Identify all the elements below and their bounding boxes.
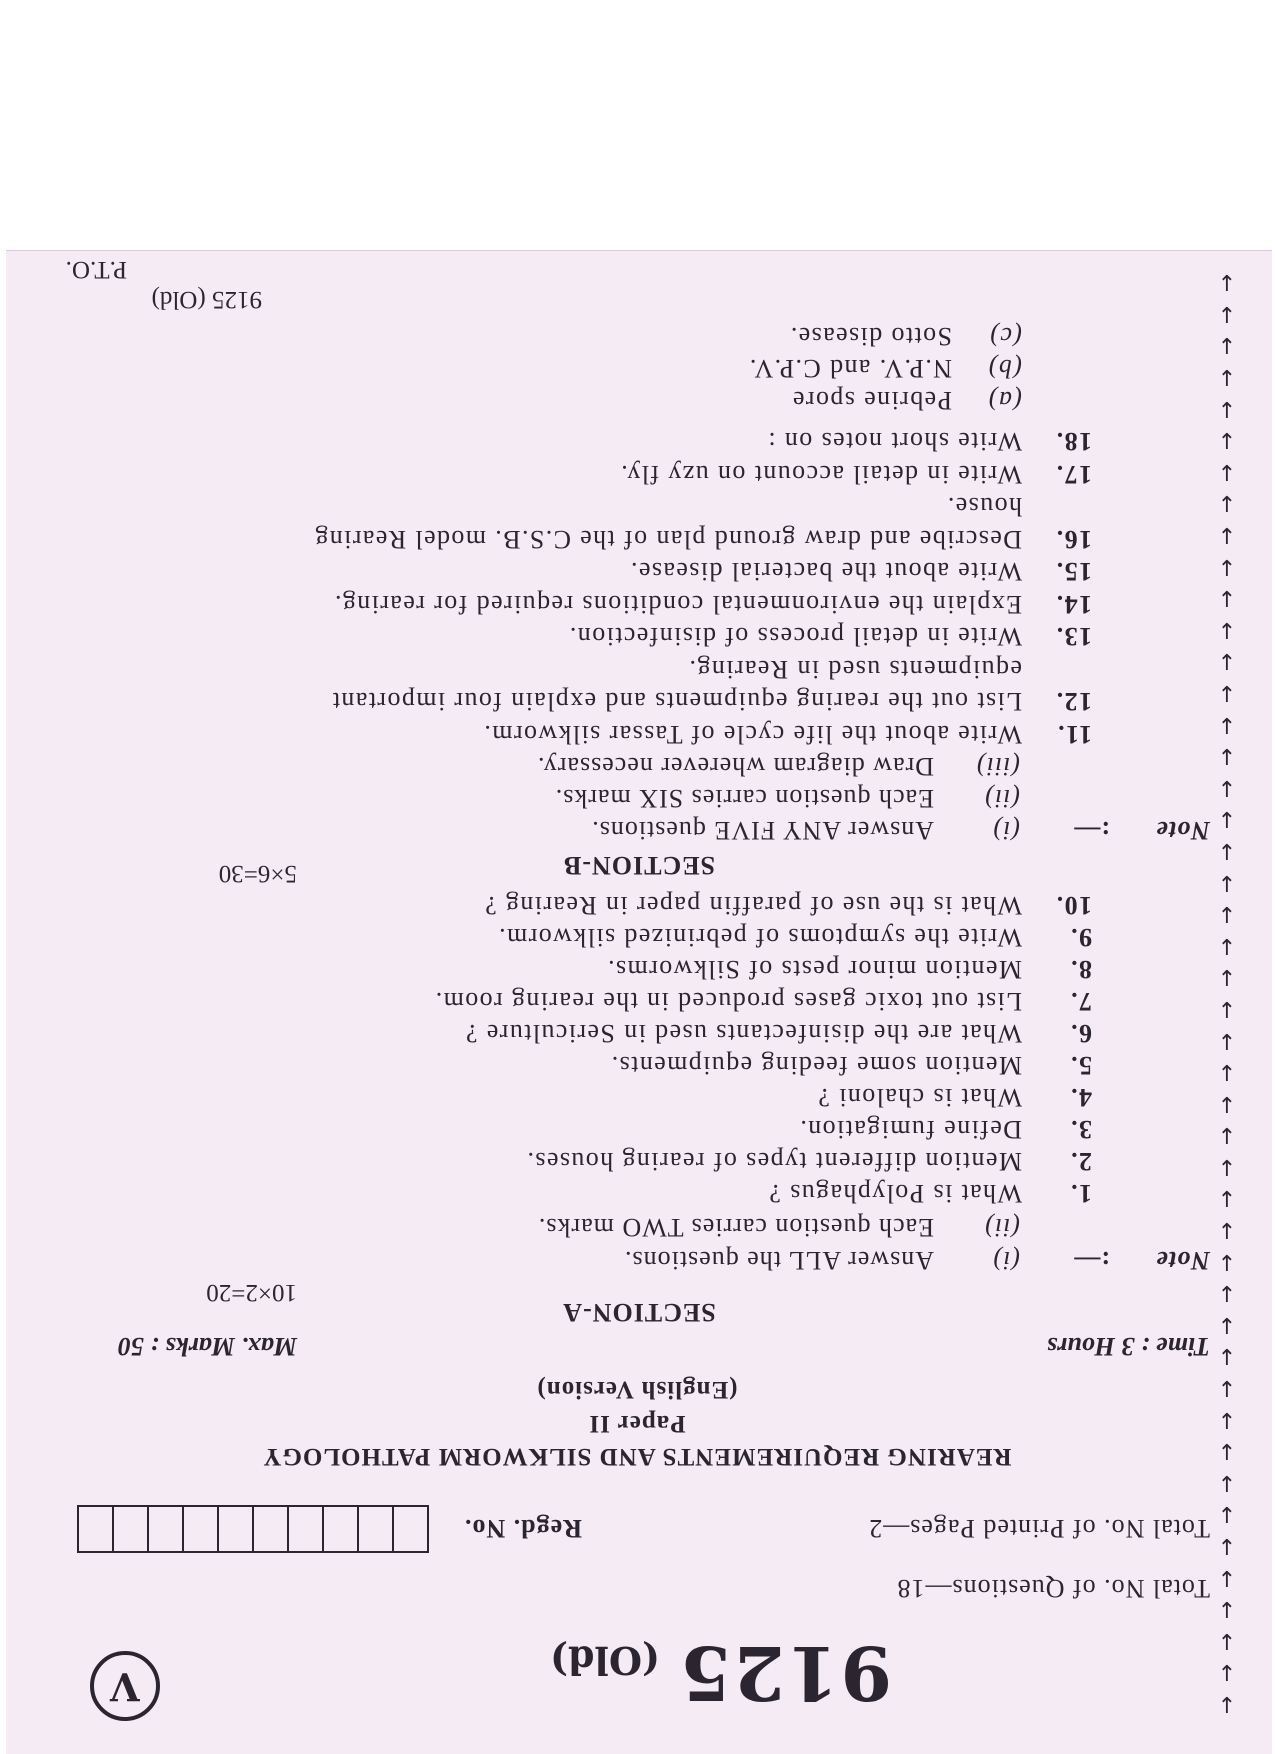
margin-arrow-icon: ↓ xyxy=(1217,1153,1236,1179)
total-pages: Total No. of Printed Pages—2 xyxy=(868,1514,1210,1543)
margin-arrow-icon: ↓ xyxy=(1217,490,1236,516)
question-text-continued: house. xyxy=(946,492,1022,522)
margin-arrow-icon: ↓ xyxy=(1217,648,1236,674)
sub-part xyxy=(789,321,1022,351)
pto-label: P.T.O. xyxy=(65,256,127,283)
margin-arrow-icon: ↓ xyxy=(1217,1691,1236,1716)
section-b-note xyxy=(555,783,1020,813)
margin-arrow-icon: ↓ xyxy=(1217,1217,1236,1243)
margin-arrow-icon: ↓ xyxy=(1217,364,1236,390)
note-num: (iii) xyxy=(976,752,1020,781)
sub-part-text: Pebrine spore xyxy=(791,386,952,415)
footer-code: 9125 (Old) xyxy=(151,286,262,313)
margin-arrow-icon: ↓ xyxy=(1217,427,1236,453)
question-number: 18. xyxy=(1055,427,1092,457)
note-num: (i) xyxy=(992,1246,1020,1275)
question-text: Define fumigation. xyxy=(798,1115,1022,1144)
question-number: 8. xyxy=(1069,955,1092,984)
sub-part xyxy=(749,353,1022,383)
note-text: Answer ALL the questions. xyxy=(624,1246,934,1275)
max-marks: Max. Marks : 50 xyxy=(117,1332,297,1361)
section-a-heading: SECTION-A xyxy=(562,1298,716,1327)
question-text-continued: equipments used in Rearing. xyxy=(688,655,1022,684)
margin-arrow-icon: ↓ xyxy=(1217,332,1236,358)
section-b-note xyxy=(537,751,1020,781)
question-text: What is Polyphagus ? xyxy=(767,1179,1022,1208)
paper-code: 9125 xyxy=(678,1629,892,1715)
question-text: Write about the life cycle of Tassar silkworm. xyxy=(482,720,1022,749)
question-number: 15. xyxy=(1055,557,1092,587)
question-text: Mention different types of rearing houses. xyxy=(526,1147,1022,1176)
margin-arrow-icon: ↓ xyxy=(1217,1185,1236,1211)
question-text: What are the disinfectants used in Sericulture ? xyxy=(464,1019,1022,1048)
margin-arrow-icon: ↓ xyxy=(1217,1596,1236,1622)
question-text: Write short notes on : xyxy=(766,427,1022,457)
section-b-heading: SECTION-B xyxy=(562,851,716,880)
margin-arrow-icon: ↓ xyxy=(1217,458,1236,484)
paper-title: REARING REQUIREMENTS AND SILKWORM PATHOLOGY xyxy=(262,1443,1012,1470)
question-text: Mention minor pests of Silkworms. xyxy=(606,955,1022,984)
question-number: 16. xyxy=(1055,525,1092,554)
paper-code-suffix: (Old) xyxy=(549,1638,661,1683)
margin-arrow-icon: ↓ xyxy=(1217,743,1236,769)
margin-arrow-icon: ↓ xyxy=(1217,1533,1236,1559)
regd-box xyxy=(112,1505,149,1553)
note-dash: :— xyxy=(1073,816,1110,845)
note-text: Each question carries SIX marks. xyxy=(554,784,934,813)
sub-part-label: (b) xyxy=(987,354,1022,383)
question-number: 10. xyxy=(1055,891,1092,920)
margin-arrow-icon: ↓ xyxy=(1217,1343,1236,1369)
margin-arrow-icon: ↓ xyxy=(1217,1627,1236,1653)
section-a-note xyxy=(538,1212,1020,1242)
regd-box xyxy=(147,1505,184,1553)
sub-part-label: (a) xyxy=(987,386,1022,415)
regd-box xyxy=(252,1505,289,1553)
regd-box xyxy=(287,1505,324,1553)
question-number: 2. xyxy=(1069,1147,1092,1176)
question-text: Write in detail account on uzy fly. xyxy=(619,460,1022,489)
note-num: (ii) xyxy=(984,1213,1020,1242)
question-number: 17. xyxy=(1055,460,1092,489)
margin-arrow-icon: ↓ xyxy=(1217,1469,1236,1495)
margin-arrow-icon: ↓ xyxy=(1217,964,1236,990)
question-text: Write the symptoms of pebrinized silkworm. xyxy=(497,923,1022,952)
margin-arrow-icon: ↓ xyxy=(1217,901,1236,927)
question-text: Mention some feeding equipments. xyxy=(610,1051,1022,1080)
margin-arrow-icon: ↓ xyxy=(1217,1564,1236,1590)
question-number: 9. xyxy=(1069,923,1092,952)
question-number: 7. xyxy=(1069,987,1092,1016)
sub-part-text: N.P.V. and C.P.V. xyxy=(748,354,952,383)
margin-arrow-icon: ↓ xyxy=(1217,995,1236,1021)
question-number: 1. xyxy=(1069,1179,1092,1208)
margin-arrows xyxy=(1212,219,1236,1753)
margin-arrow-icon: ↓ xyxy=(1217,869,1236,895)
section-a-note xyxy=(624,1245,1210,1275)
question-number: 11. xyxy=(1056,720,1092,749)
note-num: (ii) xyxy=(984,784,1020,813)
regd-box xyxy=(77,1505,114,1553)
regd-box xyxy=(182,1505,219,1553)
note-dash: :— xyxy=(1073,1246,1110,1275)
question-number: 3. xyxy=(1069,1115,1092,1144)
margin-arrow-icon: ↓ xyxy=(1217,616,1236,642)
margin-arrow-icon: ↓ xyxy=(1217,1122,1236,1148)
question-text: Write in detail process of disinfection. xyxy=(568,622,1022,652)
time-allowed: Time : 3 Hours xyxy=(1047,1332,1210,1361)
note-text: Each question carries TWO marks. xyxy=(537,1213,934,1242)
paper-code-row xyxy=(272,1629,892,1715)
note-text: Draw diagram wherever necessary. xyxy=(536,752,934,781)
regd-label: Regd. No. xyxy=(463,1514,582,1543)
note-label: Note xyxy=(1155,1246,1210,1275)
margin-arrow-icon: ↓ xyxy=(1217,1501,1236,1527)
margin-arrow-icon: ↓ xyxy=(1217,1375,1236,1401)
margin-arrow-icon: ↓ xyxy=(1217,1280,1236,1306)
margin-arrow-icon: ↓ xyxy=(1217,1090,1236,1116)
margin-arrow-icon: ↓ xyxy=(1217,1027,1236,1053)
question-text: List out the rearing equipments and explain four important xyxy=(331,687,1022,717)
question-number: 6. xyxy=(1069,1019,1092,1048)
note-num: (i) xyxy=(992,816,1020,845)
question-number: 4. xyxy=(1069,1083,1092,1112)
regd-box xyxy=(322,1505,359,1553)
exam-page xyxy=(6,250,1272,1753)
margin-arrow-icon: ↓ xyxy=(1217,1438,1236,1464)
margin-arrow-icon: ↓ xyxy=(1217,1248,1236,1274)
note-label: Note xyxy=(1155,816,1210,845)
margin-arrow-icon: ↓ xyxy=(1217,553,1236,579)
regd-box xyxy=(357,1505,394,1553)
question-number: 13. xyxy=(1055,622,1092,652)
margin-arrow-icon: ↓ xyxy=(1217,1406,1236,1432)
margin-arrow-icon: ↓ xyxy=(1217,806,1236,832)
regd-box xyxy=(392,1505,429,1553)
question-text: Write about the bacterial disease. xyxy=(629,557,1022,587)
version-badge: V xyxy=(90,1651,160,1721)
margin-arrow-icon: ↓ xyxy=(1217,522,1236,548)
margin-arrow-icon: ↓ xyxy=(1217,774,1236,800)
question-text: Explain the environmental conditions required for rearing. xyxy=(333,590,1022,619)
margin-arrow-icon: ↓ xyxy=(1217,300,1236,326)
margin-arrow-icon: ↓ xyxy=(1217,1059,1236,1085)
section-a-marks: 10×2=20 xyxy=(206,1279,297,1306)
question-number: 12. xyxy=(1055,687,1092,717)
margin-arrow-icon: ↓ xyxy=(1217,1659,1236,1685)
margin-arrow-icon: ↓ xyxy=(1217,269,1236,295)
note-text: Answer ANY FIVE questions. xyxy=(591,816,934,845)
question-text: What is the use of paraffin paper in Rearing ? xyxy=(483,891,1022,920)
question-number: 14. xyxy=(1055,590,1092,619)
section-b-note xyxy=(591,815,1210,845)
margin-arrow-icon: ↓ xyxy=(1217,711,1236,737)
margin-arrow-icon: ↓ xyxy=(1217,1311,1236,1337)
margin-arrow-icon: ↓ xyxy=(1217,837,1236,863)
paper-number: Paper II xyxy=(588,1410,686,1437)
question-number: 5. xyxy=(1069,1051,1092,1080)
margin-arrow-icon: ↓ xyxy=(1217,932,1236,958)
margin-arrow-icon: ↓ xyxy=(1217,680,1236,705)
paper-version-label: (English Version) xyxy=(536,1376,738,1403)
regd-number-boxes xyxy=(77,1505,427,1553)
question-text: List out toxic gases produced in the rearing room. xyxy=(434,987,1022,1016)
question-text: Describe and draw ground plan of the C.S.B. model Rearing xyxy=(314,525,1022,554)
margin-arrow-icon: ↓ xyxy=(1217,395,1236,421)
sub-part-text: Sotto disease. xyxy=(789,322,952,351)
total-questions: Total No. of Questions—18 xyxy=(896,1574,1210,1603)
question-text: What is chaloni ? xyxy=(816,1083,1022,1112)
section-b-marks: 5×6=30 xyxy=(218,860,297,887)
sub-part-label: (c) xyxy=(988,322,1022,351)
sub-part xyxy=(792,385,1022,415)
regd-box xyxy=(217,1505,254,1553)
margin-arrow-icon: ↓ xyxy=(1217,585,1236,611)
